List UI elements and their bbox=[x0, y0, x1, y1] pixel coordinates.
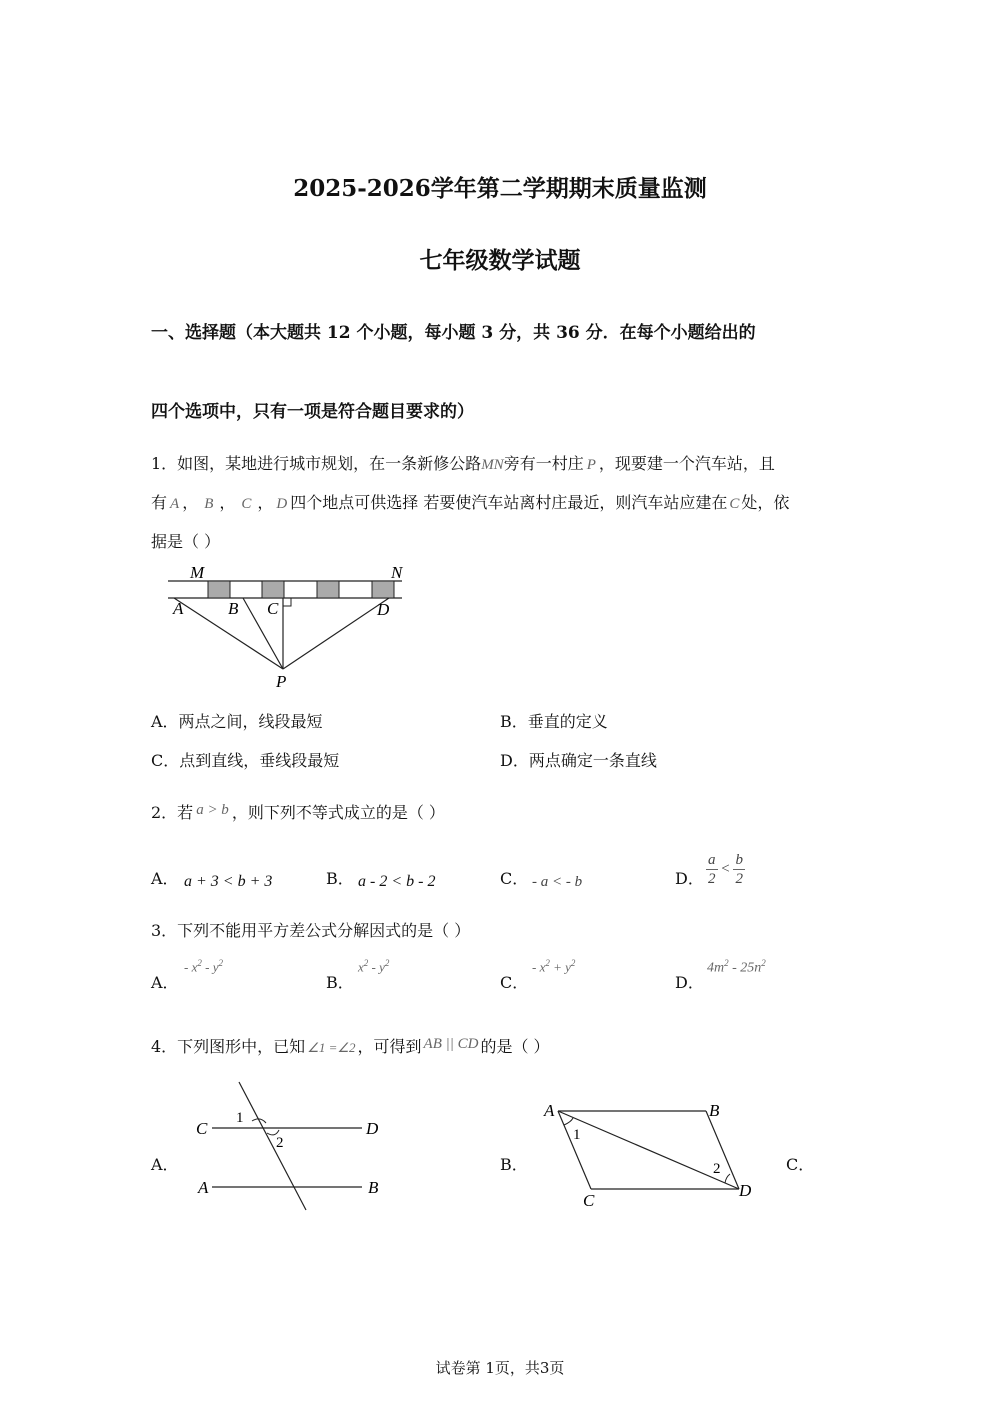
figA-angle-1: 1 bbox=[236, 1110, 244, 1126]
q1-road-figure bbox=[160, 560, 430, 690]
q2-option-c[interactable]: - a < - b bbox=[532, 874, 583, 890]
q4-figure-b[interactable] bbox=[536, 1097, 766, 1212]
figB-label-c: C bbox=[583, 1191, 595, 1210]
exam-title: 2025-2026学年第二学期期末质量监测 bbox=[293, 175, 707, 202]
figB-label-a: A bbox=[544, 1101, 555, 1120]
q2-option-d-label[interactable]: D． bbox=[675, 869, 704, 888]
q2-d-fraction-b: $\frac{b}{2}$ bbox=[735, 852, 743, 887]
q3-option-a[interactable]: - $x^2 - y^2$ bbox=[184, 958, 223, 975]
fig1-label-n: N bbox=[391, 563, 403, 582]
q3-option-d-label[interactable]: D． bbox=[675, 973, 704, 992]
q1-point-b: B bbox=[204, 496, 214, 512]
q2-d-operator: < bbox=[721, 861, 730, 877]
question-1-line2: 有 A ， B ， C ， D 四个地点可供选择 若要使汽车站离村庄最近，则汽车站应建在 C 处，依 bbox=[151, 493, 790, 512]
q3-option-b[interactable]: $x^2 - y^2$ bbox=[358, 958, 390, 975]
figB-angle-2: 2 bbox=[713, 1161, 721, 1177]
q1-point-d: D bbox=[276, 496, 288, 512]
q1-line2-prefix: 有 bbox=[151, 493, 168, 512]
q2-option-a-label[interactable]: A． bbox=[151, 869, 179, 888]
q1-text-part3: ，现要建一个汽车站，且 bbox=[598, 454, 775, 473]
q4-text-part2: ，可得到 bbox=[357, 1037, 422, 1056]
question-3: 3．下列不能用平方差公式分解因式的是（ ） bbox=[151, 921, 471, 940]
q2-option-c-label[interactable]: C． bbox=[500, 869, 529, 888]
q1-line2-mid: 四个地点可供选择 若要使汽车站离村庄最近，则汽车站应建在 bbox=[290, 493, 728, 512]
q1-text-part2: 旁有一村庄 bbox=[503, 454, 584, 473]
q2-text-part1: 2．若 bbox=[151, 803, 194, 822]
question-1-line3: 据是（ ） bbox=[151, 532, 221, 551]
section-heading-line2: 四个选项中，只有一项是符合题目要求的） bbox=[151, 402, 474, 422]
figB-angle-1: 1 bbox=[573, 1127, 581, 1143]
q2-d-fraction-a: $\frac{a}{2}$ bbox=[708, 852, 716, 887]
fig1-label-d: D bbox=[377, 600, 390, 619]
q1-line2-suffix: 处，依 bbox=[741, 493, 790, 512]
question-4 bbox=[151, 1034, 550, 1057]
figA-label-a: A bbox=[198, 1178, 209, 1197]
q4-angle-condition: ∠1 =∠2 bbox=[307, 1040, 356, 1055]
figA-label-c: C bbox=[196, 1119, 208, 1138]
figB-label-d: D bbox=[739, 1181, 752, 1200]
figB-label-b: B bbox=[709, 1101, 720, 1120]
section-heading-line1: 一、选择题（本大题共 12 个小题，每小题 3 分，共 36 分．在每个小题给出的 bbox=[151, 323, 756, 343]
fig1-label-b: B bbox=[228, 599, 239, 618]
q3-option-d[interactable]: $4m^2 - 25n^2$ bbox=[707, 958, 766, 976]
q4-option-b-label[interactable]: B． bbox=[500, 1155, 528, 1174]
q1-point-c: C bbox=[241, 496, 252, 512]
q1-village-label: P bbox=[586, 457, 596, 473]
q4-figure-a[interactable] bbox=[192, 1078, 392, 1213]
q1-road-label: MN bbox=[481, 457, 504, 473]
q2-option-b[interactable]: a - 2 < b - 2 bbox=[358, 873, 436, 890]
q4-option-a-label[interactable]: A． bbox=[151, 1155, 179, 1174]
fig1-label-c: C bbox=[267, 599, 279, 618]
q1-option-d[interactable]: D．两点确定一条直线 bbox=[500, 751, 657, 770]
figA-label-b: B bbox=[368, 1178, 379, 1197]
q1-option-c[interactable]: C．点到直线，垂线段最短 bbox=[151, 751, 340, 770]
q2-option-a[interactable]: a + 3 < b + 3 bbox=[184, 873, 273, 890]
q1-option-a[interactable]: A．两点之间，线段最短 bbox=[151, 712, 323, 731]
figA-label-d: D bbox=[366, 1119, 379, 1138]
q3-option-c-label[interactable]: C． bbox=[500, 973, 529, 992]
q1-option-b[interactable]: B．垂直的定义 bbox=[500, 712, 608, 731]
q1-answer-point: C bbox=[729, 496, 740, 512]
q1-text-part1: 1．如图，某地进行城市规划，在一条新修公路 bbox=[151, 454, 482, 473]
q3-option-b-label[interactable]: B． bbox=[326, 973, 354, 992]
page-footer: 试卷第 1页，共3页 bbox=[435, 1359, 565, 1377]
question-1-line1 bbox=[151, 451, 775, 474]
q2-option-d[interactable] bbox=[706, 851, 745, 888]
question-2 bbox=[151, 800, 445, 823]
q2-option-b-label[interactable]: B． bbox=[326, 869, 354, 888]
fig1-label-a: A bbox=[173, 599, 184, 618]
q1-point-a: A bbox=[170, 496, 180, 512]
q4-option-c-label[interactable]: C． bbox=[786, 1155, 815, 1174]
q4-text-part3: 的是（ ） bbox=[480, 1037, 550, 1056]
fig1-label-p: P bbox=[276, 672, 287, 690]
q2-text-part2: ，则下列不等式成立的是（ ） bbox=[231, 803, 445, 822]
exam-subtitle: 七年级数学试题 bbox=[419, 247, 581, 274]
q4-text-part1: 4．下列图形中，已知 bbox=[151, 1037, 306, 1056]
q3-option-a-label[interactable]: A． bbox=[151, 973, 179, 992]
q3-option-c[interactable]: - $x^2 + y^2$ bbox=[532, 958, 576, 975]
q2-condition: a > b bbox=[196, 802, 229, 818]
figA-angle-2: 2 bbox=[276, 1135, 284, 1151]
q4-parallel-statement: AB || CD bbox=[423, 1036, 479, 1052]
fig1-label-m: M bbox=[190, 563, 205, 582]
